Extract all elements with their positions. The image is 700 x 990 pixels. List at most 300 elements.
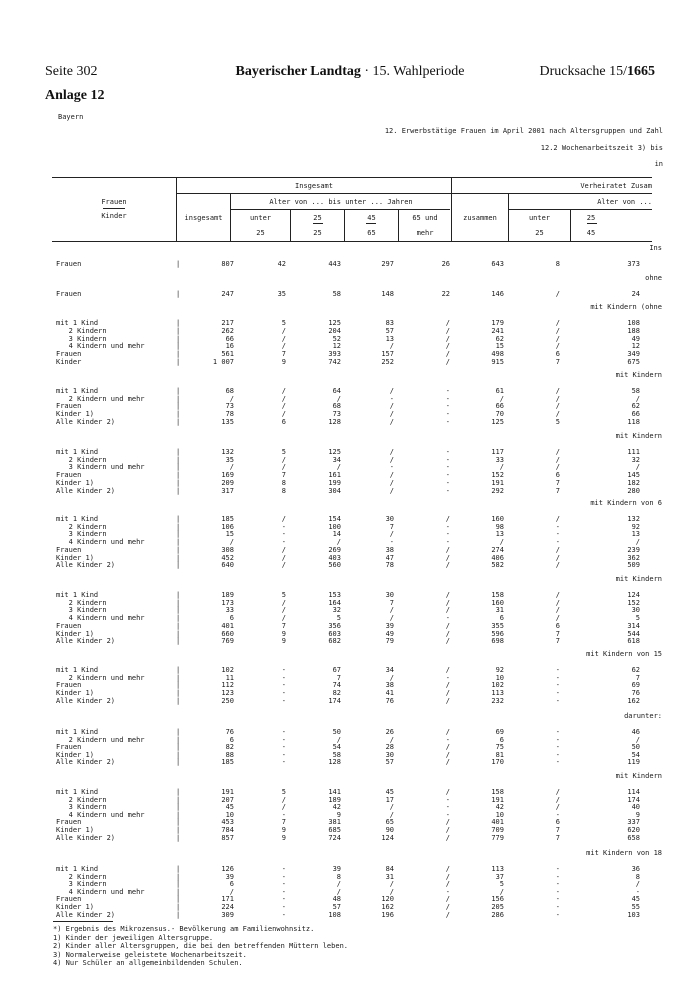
table-cell: 30 (385, 750, 394, 759)
table-cell: / (555, 342, 560, 351)
row-divider: | (176, 522, 181, 531)
row-label: 2 Kindern (56, 326, 107, 335)
table-cell: 16 (225, 342, 234, 351)
table-cell: - (389, 538, 394, 547)
table-cell: 857 (221, 833, 234, 842)
table-cell: / (336, 463, 341, 472)
row-label: Alle Kinder 2) (56, 561, 116, 570)
table-cell: 141 (328, 788, 341, 796)
table-cell: 83 (385, 319, 394, 327)
table-cell: / (445, 334, 450, 343)
table-row (52, 487, 652, 496)
table-cell: 108 (627, 319, 640, 327)
table-cell: 11 (225, 673, 234, 682)
table-cell: - (281, 872, 286, 881)
table-cell: / (555, 553, 560, 562)
row-label: Frauen (56, 290, 82, 298)
table-row (52, 561, 652, 570)
table-cell: 66 (225, 334, 234, 343)
table-cell: - (281, 880, 286, 889)
table-cell: 170 (491, 758, 504, 767)
header-rule-age-2 (508, 209, 652, 210)
table-cell: 406 (491, 553, 504, 562)
table-cell: / (389, 402, 394, 411)
section-label: ohne (645, 274, 662, 282)
table-cell: 205 (491, 903, 504, 911)
table-cell: 152 (627, 598, 640, 607)
table-cell: - (281, 689, 286, 698)
table-cell: 403 (328, 553, 341, 562)
table-cell: 132 (627, 515, 640, 523)
table-cell: 779 (491, 833, 504, 842)
table-cell: 292 (491, 486, 504, 495)
table-cell: 196 (381, 910, 394, 919)
table-cell: 582 (491, 561, 504, 570)
row-label: 3 Kindern (56, 606, 107, 615)
table-cell: / (389, 735, 394, 744)
table-cell: 67 (332, 666, 341, 674)
table-cell: / (389, 486, 394, 495)
table-cell: 39 (225, 872, 234, 881)
table-cell: 5 (281, 448, 286, 456)
table-cell: 160 (491, 598, 504, 607)
table-cell: / (281, 515, 286, 523)
table-cell: / (445, 758, 450, 767)
table-cell: 39 (385, 621, 394, 630)
row-label: Kinder 1) (56, 553, 94, 562)
table-cell: 34 (332, 455, 341, 464)
table-cell: 64 (332, 387, 341, 395)
table-cell: - (555, 750, 560, 759)
table-cell: / (445, 880, 450, 889)
table-cell: / (555, 448, 560, 456)
row-label: 3 Kindern (56, 803, 107, 812)
table-cell: 643 (491, 260, 504, 268)
table-cell: 55 (631, 903, 640, 911)
table-cell: 118 (627, 417, 640, 426)
table-cell: 82 (225, 743, 234, 752)
table-cell: / (635, 394, 640, 403)
row-divider: | (176, 673, 181, 682)
table-cell: - (281, 728, 286, 736)
table-cell: 174 (328, 696, 341, 705)
table-cell: 7 (389, 598, 394, 607)
table-cell: 8 (555, 260, 560, 268)
table-row (52, 697, 652, 706)
table-cell: 309 (221, 910, 234, 919)
header-rule-bottom (52, 241, 652, 242)
table-cell: 68 (225, 387, 234, 395)
table-cell: 7 (555, 629, 560, 638)
row-label: Alle Kinder 2) (56, 910, 116, 919)
table-cell: / (445, 515, 450, 523)
row-divider: | (176, 743, 181, 752)
table-cell: - (555, 735, 560, 744)
table-cell: 7 (555, 478, 560, 487)
table-cell: 45 (225, 803, 234, 812)
row-divider: | (176, 681, 181, 690)
table-cell: - (445, 417, 450, 426)
table-cell: / (555, 334, 560, 343)
row-head-rule (103, 208, 125, 209)
age-range-label-2: Alter von ... (597, 198, 652, 206)
table-subtitle: 12.2 Wochenarbeitszeit 3) bis (540, 144, 663, 152)
table-cell: 92 (495, 666, 504, 674)
table-cell: 58 (332, 290, 341, 298)
table-cell: 69 (631, 681, 640, 690)
row-label: Kinder 1) (56, 689, 94, 698)
table-cell: - (445, 486, 450, 495)
table-cell: 356 (328, 621, 341, 630)
table-cell: 10 (225, 810, 234, 819)
table-cell: 207 (221, 795, 234, 804)
table-cell: 317 (221, 486, 234, 495)
table-cell: / (389, 448, 394, 456)
table-cell: 88 (225, 750, 234, 759)
table-cell: - (281, 887, 286, 896)
table-cell: / (389, 673, 394, 682)
table-cell: 560 (328, 561, 341, 570)
table-cell: 7 (389, 522, 394, 531)
footnote: *) Ergebnis des Mikrozensus.- Bevölkerung am Familienwohnsitz. (53, 925, 315, 933)
table-cell: 120 (381, 895, 394, 904)
section-label: mit Kindern (615, 432, 662, 440)
row-divider: | (176, 448, 181, 456)
table-cell: 36 (631, 865, 640, 873)
table-cell: 6 (555, 350, 560, 359)
table-cell: 117 (491, 448, 504, 456)
table-cell: / (445, 833, 450, 842)
table-cell: / (389, 342, 394, 351)
row-divider: | (176, 666, 181, 674)
table-cell: 82 (332, 689, 341, 698)
table-cell: 79 (385, 637, 394, 646)
table-cell: 66 (631, 410, 640, 419)
table-cell: / (499, 887, 504, 896)
table-cell: / (336, 880, 341, 889)
row-divider: | (176, 260, 181, 268)
table-cell: 189 (221, 591, 234, 599)
table-cell: / (555, 545, 560, 554)
table-cell: 191 (491, 478, 504, 487)
table-cell: 401 (491, 818, 504, 827)
table-cell: / (281, 553, 286, 562)
row-divider: | (176, 810, 181, 819)
table-cell: - (445, 478, 450, 487)
table-cell: - (445, 410, 450, 419)
row-label: 2 Kindern (56, 872, 107, 881)
table-cell: / (336, 394, 341, 403)
table-cell: 209 (221, 478, 234, 487)
table-cell: 6 (555, 471, 560, 480)
table-cell: - (635, 887, 640, 896)
table-cell: 146 (491, 290, 504, 298)
row-divider: | (176, 818, 181, 827)
header-rule-top (52, 177, 652, 178)
table-cell: 561 (221, 350, 234, 359)
section-label: mit Kindern (615, 575, 662, 583)
col-45: 25 (313, 229, 322, 237)
row-label: 2 Kindern (56, 522, 107, 531)
table-cell: / (445, 666, 450, 674)
row-head-kinder: Kinder (101, 212, 127, 220)
table-cell: 128 (328, 417, 341, 426)
table-cell: - (445, 455, 450, 464)
table-row (52, 911, 652, 920)
table-cell: 185 (221, 515, 234, 523)
row-label: mit 1 Kind (56, 515, 99, 523)
table-cell: 62 (631, 666, 640, 674)
row-divider: | (176, 598, 181, 607)
table-cell: 393 (328, 350, 341, 359)
table-cell: 381 (328, 818, 341, 827)
table-cell: 35 (277, 290, 286, 298)
table-cell: 111 (627, 448, 640, 456)
table-cell: 15 (495, 342, 504, 351)
table-cell: / (281, 598, 286, 607)
row-divider: | (176, 561, 181, 570)
row-label: 2 Kindern (56, 795, 107, 804)
row-label: Alle Kinder 2) (56, 637, 116, 646)
table-cell: / (389, 455, 394, 464)
table-cell: 675 (627, 358, 640, 366)
table-cell: 191 (491, 795, 504, 804)
table-cell: 189 (328, 795, 341, 804)
row-label: mit 1 Kind (56, 865, 99, 873)
row-label: Frauen (56, 681, 82, 690)
table-cell: 135 (221, 417, 234, 426)
publication-title: Bayerischer Landtag · 15. Wahlperiode (235, 64, 465, 79)
table-cell: 148 (381, 290, 394, 298)
table-cell: - (555, 910, 560, 919)
table-cell: 48 (332, 895, 341, 904)
row-label: Kinder 1) (56, 478, 94, 487)
table-cell: / (445, 696, 450, 705)
table-cell: 509 (627, 561, 640, 570)
table-cell: 92 (631, 522, 640, 531)
table-cell: / (336, 538, 341, 547)
col-insgesamt: insgesamt (184, 214, 223, 222)
table-cell: / (389, 417, 394, 426)
table-cell: - (555, 758, 560, 767)
row-label: 4 Kindern und mehr (56, 342, 145, 351)
table-cell: 113 (491, 865, 504, 873)
table-cell: / (555, 394, 560, 403)
table-cell: / (445, 358, 450, 366)
table-cell: 13 (385, 334, 394, 343)
table-cell: - (555, 880, 560, 889)
table-cell: 7 (555, 486, 560, 495)
table-cell: 8 (281, 486, 286, 495)
table-cell: 45 (385, 788, 394, 796)
table-cell: 182 (627, 478, 640, 487)
table-cell: 17 (385, 795, 394, 804)
footnote: 3) Normalerweise geleistete Wochenarbeitszeit. (53, 950, 247, 959)
row-divider: | (176, 515, 181, 523)
table-cell: 42 (495, 803, 504, 812)
table-cell: - (281, 743, 286, 752)
table-cell: 50 (631, 743, 640, 752)
table-cell: 145 (627, 471, 640, 480)
row-divider: | (176, 788, 181, 796)
table-cell: 443 (328, 260, 341, 268)
table-cell: / (281, 402, 286, 411)
table-row (52, 637, 652, 646)
table-cell: 52 (332, 334, 341, 343)
row-label: mit 1 Kind (56, 788, 99, 796)
table-cell: 61 (495, 387, 504, 395)
table-cell: / (281, 561, 286, 570)
table-cell: 660 (221, 629, 234, 638)
table-cell: 9 (635, 810, 640, 819)
col-45-a: 45 (367, 214, 376, 222)
table-cell: / (281, 463, 286, 472)
table-cell: 125 (491, 417, 504, 426)
table-cell: / (445, 903, 450, 911)
col-25-dash (313, 223, 323, 224)
table-cell: / (281, 387, 286, 395)
table-cell: - (445, 463, 450, 472)
table-cell: 22 (441, 290, 450, 298)
table-cell: 81 (495, 750, 504, 759)
table-cell: 66 (495, 402, 504, 411)
table-cell: 5 (499, 880, 504, 889)
table-cell: 73 (225, 402, 234, 411)
table-cell: / (445, 637, 450, 646)
table-cell: 42 (332, 803, 341, 812)
table-cell: / (555, 410, 560, 419)
table-cell: / (555, 290, 560, 298)
table-cell: 262 (221, 326, 234, 335)
table-cell: - (445, 402, 450, 411)
table-cell: - (281, 758, 286, 767)
row-label: Kinder 1) (56, 903, 94, 911)
table-cell: / (281, 326, 286, 335)
row-label: Alle Kinder 2) (56, 696, 116, 705)
table-cell: 26 (385, 728, 394, 736)
table-cell: 75 (495, 743, 504, 752)
table-cell: / (281, 545, 286, 554)
row-divider: | (176, 334, 181, 343)
table-cell: / (281, 342, 286, 351)
table-cell: 54 (631, 750, 640, 759)
table-cell: 13 (631, 530, 640, 539)
table-cell: - (555, 673, 560, 682)
table-cell: 1 007 (212, 358, 234, 366)
table-cell: 241 (491, 326, 504, 335)
table-cell: / (389, 887, 394, 896)
table-cell: - (445, 538, 450, 547)
table-cell: 5 (635, 614, 640, 623)
table-cell: / (281, 334, 286, 343)
table-row (52, 834, 652, 843)
table-cell: 76 (225, 728, 234, 736)
table-cell: 47 (385, 553, 394, 562)
table-cell: 9 (281, 629, 286, 638)
table-cell: / (445, 750, 450, 759)
table-cell: 171 (221, 895, 234, 904)
table-cell: 46 (631, 728, 640, 736)
row-label: Frauen (56, 818, 82, 827)
table-cell: / (445, 872, 450, 881)
table-cell: 42 (277, 260, 286, 268)
table-cell: 100 (328, 522, 341, 531)
row-divider: | (176, 826, 181, 834)
row-divider: | (176, 410, 181, 419)
table-cell: 28 (385, 743, 394, 752)
table-cell: 74 (332, 681, 341, 690)
section-label: mit Kindern von 15 (586, 650, 662, 658)
table-cell: 7 (281, 350, 286, 359)
table-cell: / (229, 394, 234, 403)
table-cell: 160 (491, 515, 504, 523)
col-unter-2: unter (528, 214, 551, 222)
table-row (52, 358, 652, 367)
table-cell: 84 (385, 865, 394, 873)
table-cell: 6 (555, 621, 560, 630)
col-65: 65 (367, 229, 376, 237)
table-cell: / (635, 463, 640, 472)
row-label: Kinder 1) (56, 410, 94, 419)
row-divider: | (176, 478, 181, 487)
table-cell: 8 (635, 872, 640, 881)
table-cell: / (445, 681, 450, 690)
section-label: mit Kindern (615, 371, 662, 379)
table-cell: / (445, 326, 450, 335)
table-cell: - (389, 463, 394, 472)
row-label: Frauen (56, 545, 82, 554)
header-rule-group (177, 193, 652, 194)
table-cell: 915 (491, 358, 504, 366)
row-divider: | (176, 728, 181, 736)
table-cell: - (389, 394, 394, 403)
table-cell: / (445, 598, 450, 607)
row-label: 2 Kindern und mehr (56, 394, 145, 403)
table-cell: 250 (221, 696, 234, 705)
col-unter: unter (249, 214, 272, 222)
region-label: Bayern (58, 113, 84, 121)
row-label: mit 1 Kind (56, 387, 99, 395)
table-cell: 68 (332, 402, 341, 411)
table-cell: 5 (555, 417, 560, 426)
table-cell: / (555, 598, 560, 607)
table-cell: 156 (491, 895, 504, 904)
row-divider: | (176, 319, 181, 327)
table-cell: 24 (631, 290, 640, 298)
table-cell: 39 (332, 865, 341, 873)
row-label: Kinder 1) (56, 629, 94, 638)
table-cell: - (281, 696, 286, 705)
row-label: 4 Kindern und mehr (56, 887, 145, 896)
footnote: 2) Kinder aller Altersgruppen, die bei den betreffenden Müttern leben. (53, 942, 349, 950)
row-divider: | (176, 350, 181, 359)
table-cell: 32 (631, 455, 640, 464)
table-cell: / (555, 561, 560, 570)
table-cell: 33 (495, 455, 504, 464)
table-cell: - (281, 538, 286, 547)
row-divider: | (176, 591, 181, 599)
table-cell: - (281, 673, 286, 682)
row-label: 4 Kindern und mehr (56, 810, 145, 819)
col-25-2-dash (587, 223, 597, 224)
table-cell: 152 (491, 471, 504, 480)
table-cell: 6 (499, 614, 504, 623)
table-cell: 286 (491, 910, 504, 919)
table-cell: - (555, 903, 560, 911)
table-cell: / (281, 410, 286, 419)
table-cell: 31 (385, 872, 394, 881)
table-cell: / (281, 394, 286, 403)
